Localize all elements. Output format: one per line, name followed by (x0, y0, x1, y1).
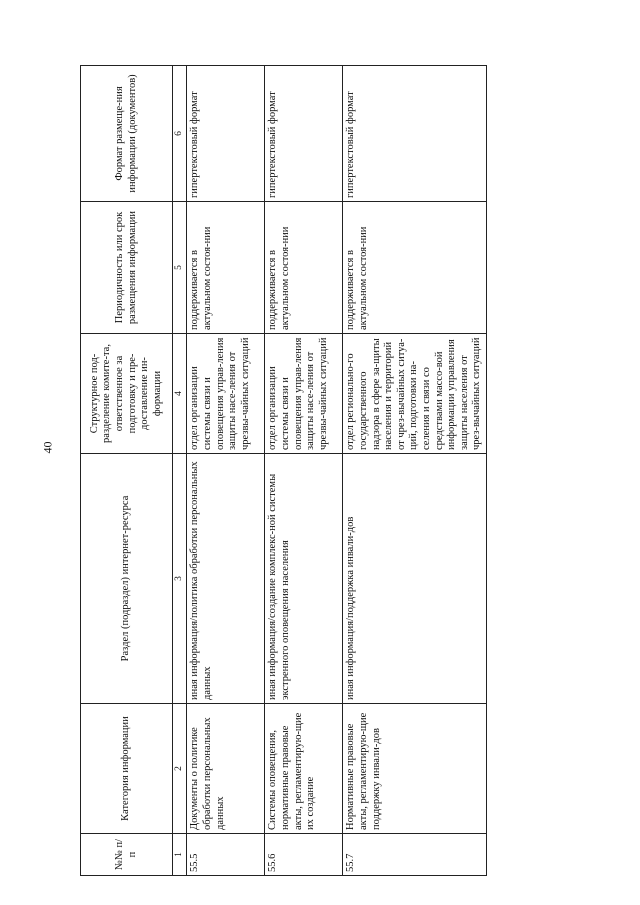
column-number: 5 (173, 202, 187, 334)
row-section: иная информация/поддержка инвали-дов (343, 454, 487, 704)
column-number: 6 (173, 66, 187, 202)
table-row (265, 66, 343, 876)
row-period: поддерживается в актуальном состоя-нии (343, 202, 487, 334)
rotated-page-content (80, 66, 550, 876)
header-period: Периодичность или срок размещения информации (81, 202, 173, 334)
row-category: Системы оповещения, нормативные правовые акты, регламентирую-щие их создание (265, 704, 343, 834)
row-section: иная информация/политика обработки персональных данных (187, 454, 265, 704)
table-header-row (81, 66, 173, 876)
table-row (343, 66, 487, 876)
row-department: отдел регионально-го государственного надзора в сфере за-щиты населения и территорий от чрез-вычайных ситуа-ций, подготовки на-селения и связи со средствами массо-вой информации управления защиты населения от чрез-вычайных ситуаций (343, 334, 487, 454)
header-category: Категория информации (81, 704, 173, 834)
header-section: Раздел (подраздел) интернет-ресурса (81, 454, 173, 704)
column-number: 1 (173, 834, 187, 876)
row-department: отдел организации системы связи и оповещения управ-ления защиты насе-ления от чрезвы-чайных ситуаций (265, 334, 343, 454)
row-format: гипертекстовый формат (343, 66, 487, 202)
column-number-row (173, 66, 187, 876)
row-category: Нормативные правовые акты, регламентирую-щие поддержку инвали-дов (343, 704, 487, 834)
row-format: гипертекстовый формат (187, 66, 265, 202)
row-number: 55.5 (187, 834, 265, 876)
row-category: Документы о политике обработки персональных данных (187, 704, 265, 834)
row-format: гипертекстовый формат (265, 66, 343, 202)
row-period: поддерживается в актуальном состоя-нии (187, 202, 265, 334)
table-row (187, 66, 265, 876)
page-number: 40 (40, 441, 55, 454)
header-number: №№ п/п (81, 834, 173, 876)
header-department: Структурное под-разделение комите-та, ответственное за подготовку и пре-доставление ин-формации (81, 334, 173, 454)
row-department: отдел организации системы связи и оповещения управ-ления защиты насе-ления от чрезвы-чайных ситуаций (187, 334, 265, 454)
header-format: Формат размеще-ния информации (документов) (81, 66, 173, 202)
column-number: 2 (173, 704, 187, 834)
column-number: 3 (173, 454, 187, 704)
information-table (80, 65, 487, 876)
column-number: 4 (173, 334, 187, 454)
row-number: 55.6 (265, 834, 343, 876)
row-section: иная информация/создание комплекс-ной системы экстренного оповещения населения (265, 454, 343, 704)
row-period: поддерживается в актуальном состоя-нии (265, 202, 343, 334)
row-number: 55.7 (343, 834, 487, 876)
